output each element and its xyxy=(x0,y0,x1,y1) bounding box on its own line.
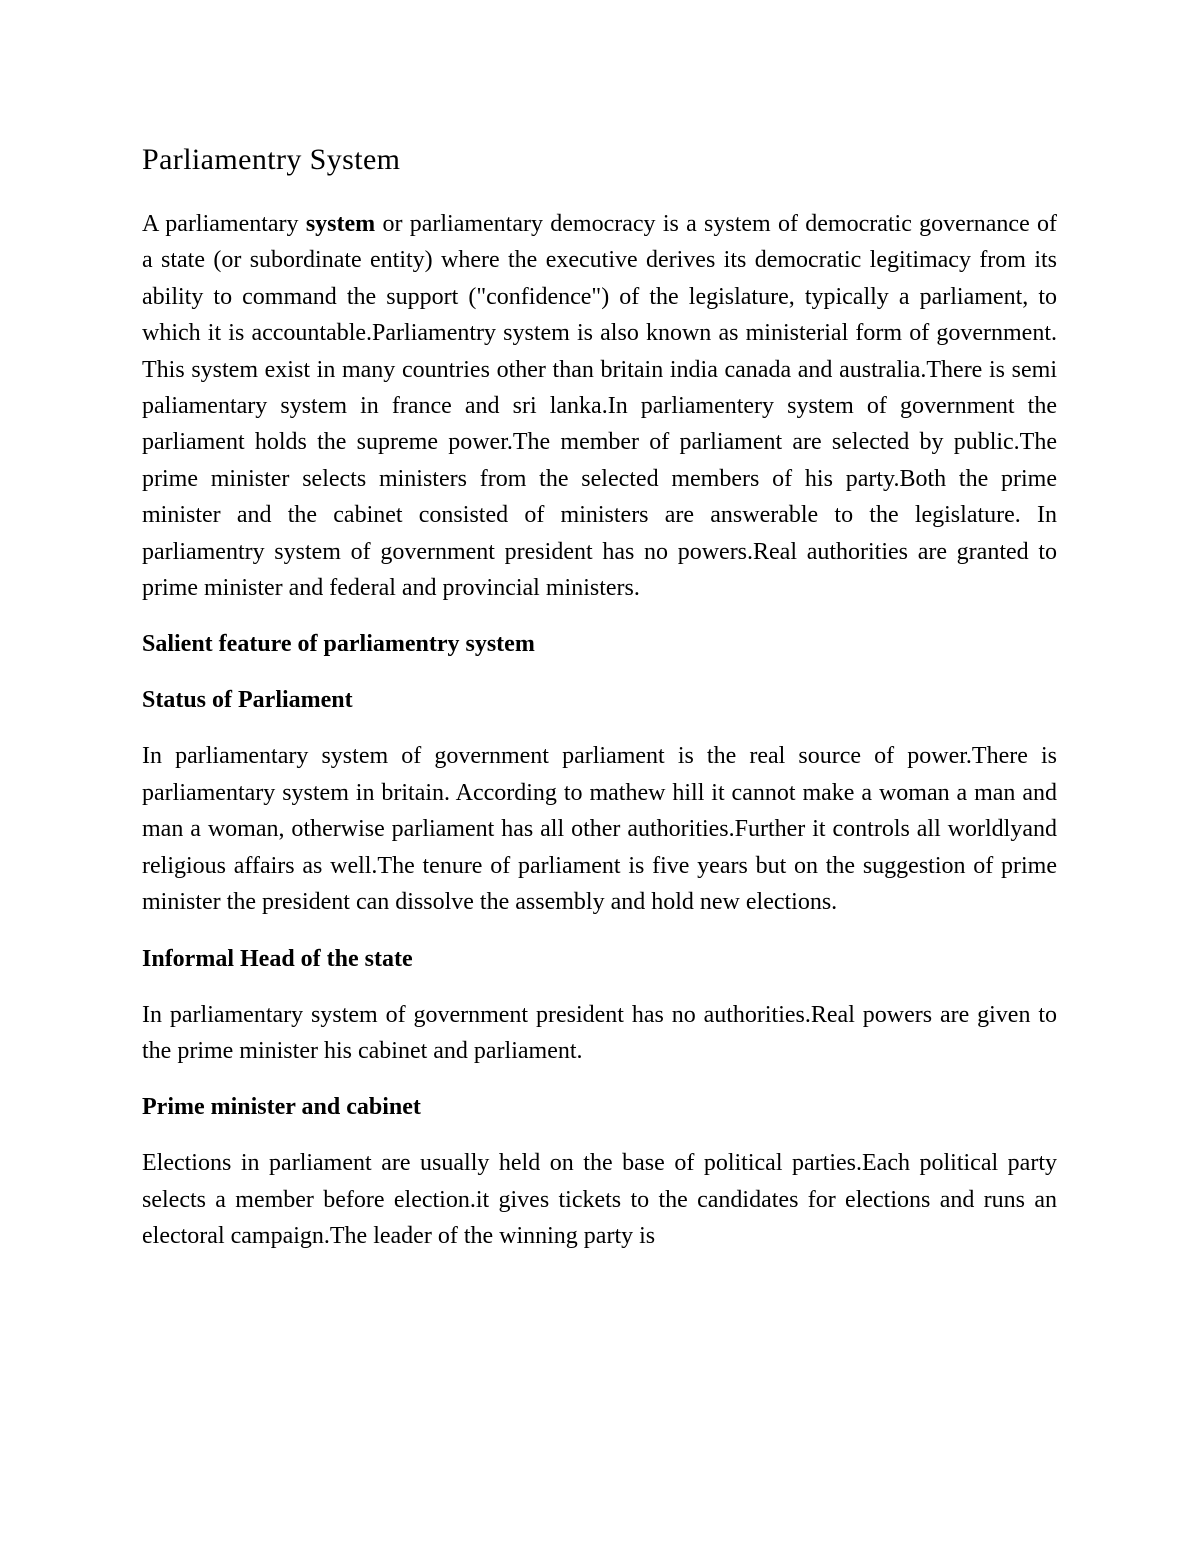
section-heading-prime-minister-cabinet: Prime minister and cabinet xyxy=(142,1094,421,1121)
section-body-prime-minister-cabinet: Elections in parliament are usually held on the base of political parties.Each political party selects a member before election.it gives tickets to the candidates for elections and runs an electoral campaign.The leader of the winning party is xyxy=(142,1150,1057,1250)
intro-bold-word: system xyxy=(305,211,376,237)
intro-text-rest: or parliamentary democracy is a system of democratic governance of a state (or subordinate entity) where the executive derives its democratic legitimacy from its ability to command the support ("confidence") of the legislature, typically a parliament, to which it is accountable.Parliamentry system is also known as ministerial form of government. This system exist in many countries other than britain india canada and australia.There is semi paliamentary system in france and sri lanka.In parliamentery system of government the parliament holds the supreme power.The member of parliament are selected by public.The prime minister selects ministers from the selected members of his party.Both the prime minister and the cabinet consisted of ministers are answerable to the legislature. In parliamentry system of government president has no powers.Real authorities are granted to prime minister and federal and provincial ministers. xyxy=(142,211,1058,602)
section-heading-status-of-parliament: Status of Parliament xyxy=(142,687,353,714)
document-title: Parliamentry System xyxy=(142,143,401,176)
intro-paragraph xyxy=(142,206,1057,606)
section-heading-salient-features: Salient feature of parliamentry system xyxy=(142,631,535,658)
section-heading-informal-head: Informal Head of the state xyxy=(142,945,413,972)
intro-text-start: A parliamentary xyxy=(142,211,306,237)
document-page xyxy=(142,138,1057,1275)
section-body-informal-head: In parliamentary system of government president has no authorities.Real powers are given to the prime minister his cabinet and parliament. xyxy=(142,1001,1057,1064)
section-body-status-of-parliament: In parliamentary system of government parliament is the real source of power.There is parliamentary system in britain. According to mathew hill it cannot make a woman a man and man a woman, otherwise parliament has all other authorities.Further it controls all worldlyand religious affairs as well.The tenure of parliament is five years but on the suggestion of prime minister the president can dissolve the assembly and hold new elections. xyxy=(142,743,1057,916)
